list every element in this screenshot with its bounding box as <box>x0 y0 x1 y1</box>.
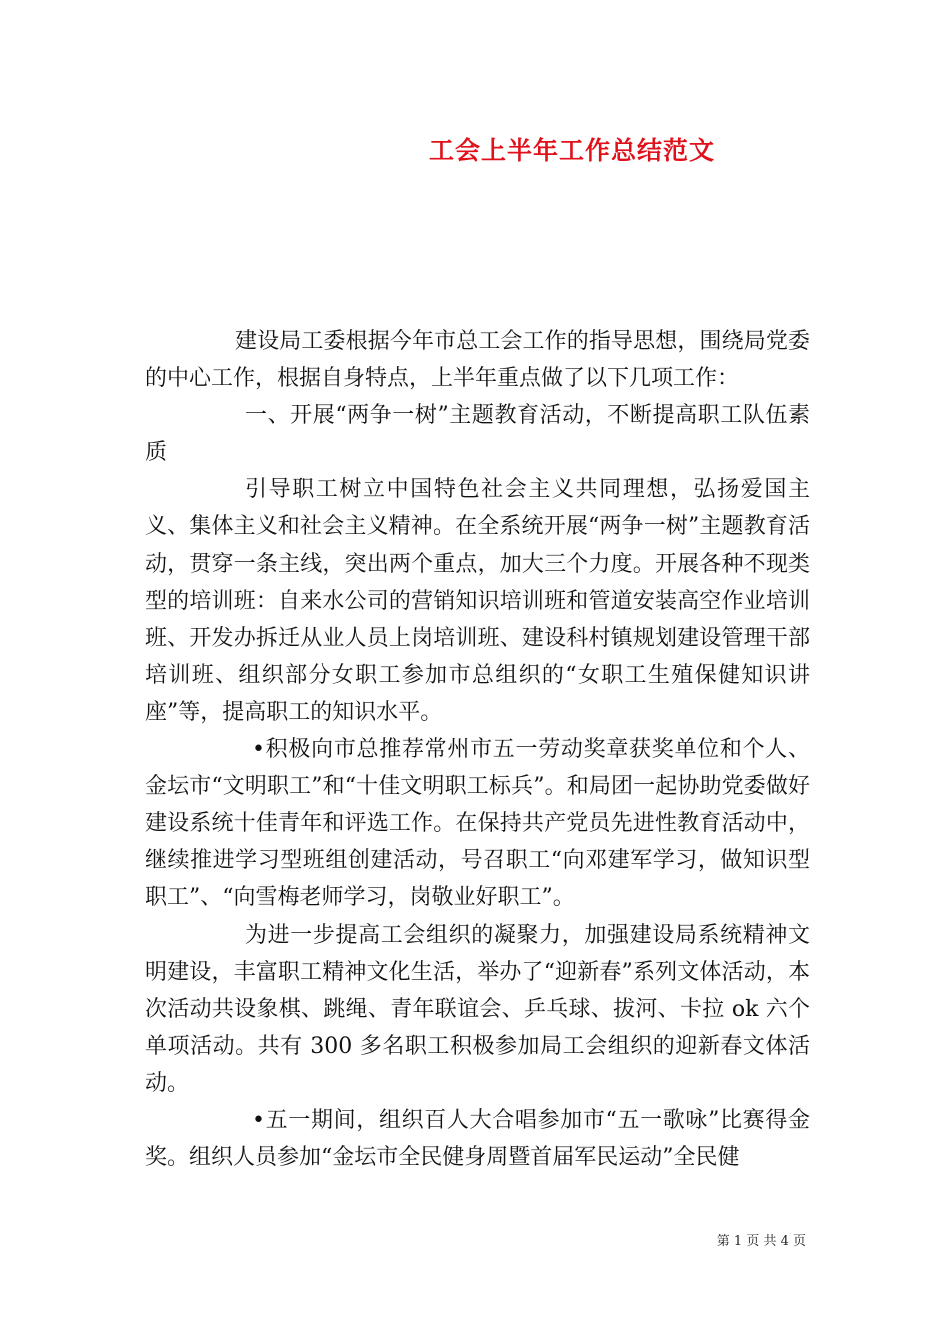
section-heading-1: 一、开展“两争一树”主题教育活动，不断提高职工队伍素质 <box>145 403 810 466</box>
page-number: 第 1 页 共 4 页 <box>716 1234 806 1249</box>
paragraph-awards: •积极向市总推荐常州市五一劳动奖章获奖单位和个人、金坛市“文明职工”和“十佳文明职工标兵”。和局团一起协助党委做好建设系统十佳青年和评选工作。在保持共产党员先进性教育活动中，继续推进学习型班组创建活动，号召职工“向邓建军学习，做知识型职工”、“向雪梅老师学习，岗敬业好职工”。 <box>145 737 810 911</box>
paragraph-activities: 为进一步提高工会组织的凝聚力，加强建设局系统精神文明建设，丰富职工精神文化生活，举办了“迎新春”系列文体活动，本次活动共设象棋、跳绳、青年联谊会、乒乓球、拔河、卡拉 ok 六个单项活动。共有 300 多名职工积极参加局工会组织的迎新春文体活动。 <box>145 922 810 1096</box>
paragraph-may-day: •五一期间，组织百人大合唱参加市“五一歌咏”比赛得金奖。组织人员参加“金坛市全民健身周暨首届军民运动”全民健 <box>145 1107 810 1171</box>
paragraph-training: 引导职工树立中国特色社会主义共同理想，弘扬爱国主义、集体主义和社会主义精神。在全系统开展“两争一树”主题教育活动，贯穿一条主线，突出两个重点，加大三个力度。开展各种不现类型的培训班：自来水公司的营销知识培训班和管道安装高空作业培训班、开发办拆迁从业人员上岗培训班、建设科村镇规划建设管理干部培训班、组织部分女职工参加市总组织的“女职工生殖保健知识讲座”等，提高职工的知识水平。 <box>145 477 810 725</box>
paragraph-intro: 建设局工委根据今年市总工会工作的指导思想，围绕局党委的中心工作，根据自身特点，上半年重点做了以下几项工作： <box>145 329 810 392</box>
document-title: 工会上半年工作总结范文 <box>428 136 715 165</box>
document-body <box>145 323 810 1176</box>
